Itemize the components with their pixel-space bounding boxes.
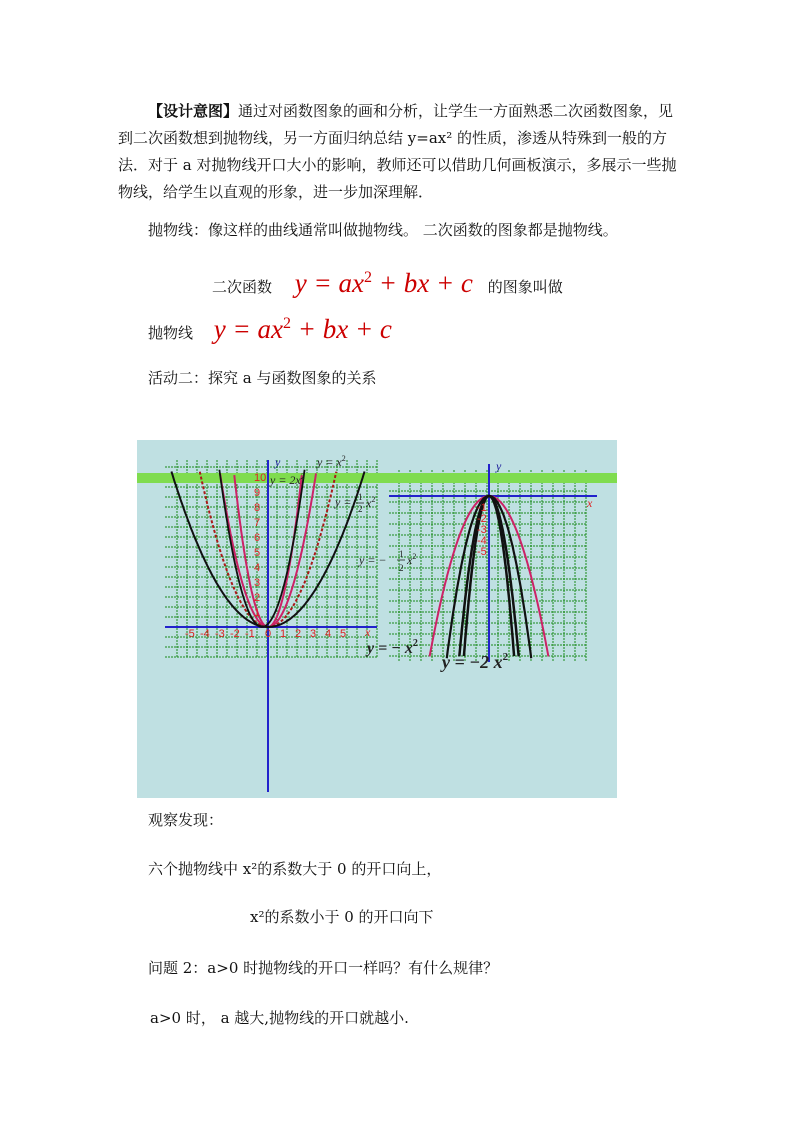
formula-line-1 [212, 266, 563, 300]
left-x-tick-label: -3 [215, 628, 225, 640]
left-y-tick-label: 6 [254, 532, 261, 544]
left-x-tick-label: 3 [310, 628, 317, 640]
formula-line-1-prefix: 二次函数 [212, 278, 273, 296]
label-y-x2-base: y = x [317, 455, 342, 469]
right-y-tick-label: -4 [477, 535, 487, 547]
label-y-x2 [316, 454, 346, 469]
left-y-tick-label: 3 [254, 577, 261, 589]
label-neg-half-num: 1 [399, 549, 404, 559]
parabola-figure [137, 440, 617, 798]
design-intent-paragraph [118, 98, 678, 206]
label-y-neg-x2-exp: 2 [412, 638, 418, 649]
design-intent-label: 【设计意图】 [148, 102, 239, 120]
design-intent-text: 通过对函数图象的画和分析，让学生一方面熟悉二次函数图象，见到二次函数想到抛物线，另一方面归纳总结 y=ax² 的性质，渗透从特殊到一般的方法．对于 a 对抛物线开口大小的影响，教师还可以借助几何画板演示，多展示一些抛物线，给学生以直观的形象，进一步加深理解． [118, 102, 677, 201]
formula-1 [295, 268, 473, 298]
left-y-tick-label: 9 [254, 487, 261, 499]
label-half-x-exp: 2 [371, 495, 376, 504]
left-y-tick-label: 4 [254, 562, 261, 574]
left-x-tick-label: 2 [295, 628, 302, 640]
left-x-tick-label: -1 [245, 628, 255, 640]
right-y-tick-label: -5 [477, 546, 487, 558]
left-x-tick-label: -5 [185, 628, 195, 640]
label-neg-half-x: $x^2$ [407, 552, 417, 567]
label-half-x: $x^2$ [366, 495, 376, 510]
right-y-axis-label: y [496, 459, 502, 473]
label-neg-half-base: y = − [359, 553, 387, 567]
left-y-tick-label: 5 [254, 547, 261, 559]
label-half-den: 2 [358, 504, 363, 514]
label-y-2x2 [269, 472, 305, 487]
left-y-tick-label: 1 [254, 607, 261, 619]
label-y-neg-x2-base: y = − x [367, 640, 413, 657]
right-x-axis-label: x [587, 496, 593, 510]
label-y-half-x2 [334, 495, 351, 509]
formula-2-lhs: y = ax [213, 314, 283, 344]
formula-1-exp: 2 [363, 269, 372, 286]
label-half-num: 1 [358, 492, 363, 502]
left-y-axis-label: y [275, 455, 281, 469]
formula-2-rhs: + bx + c [290, 314, 392, 344]
left-x-axis-label: x [365, 625, 371, 639]
formula-line-1-suffix: 的图象叫做 [487, 278, 563, 296]
label-y-half-x2-base: y = [335, 495, 352, 509]
right-y-tick-label: -3 [477, 524, 487, 536]
left-y-tick-label: 10 [254, 472, 267, 484]
label-y-neg-2x2-base: y = −2 x [442, 652, 503, 672]
activity-two: 活动二：探究 a 与函数图象的关系 [148, 369, 377, 387]
left-y-tick-label: 8 [254, 502, 261, 514]
right-y-tick-label: -2 [477, 513, 487, 525]
formula-1-rhs: + bx + c [371, 268, 473, 298]
left-y-tick-label: 2 [254, 592, 261, 604]
formula-2 [214, 314, 392, 344]
left-x-tick-label: 0 [265, 628, 272, 640]
question-2: 问题 2：a>0 时抛物线的开口一样吗？有什么规律？ [148, 959, 499, 977]
left-x-tick-label: -2 [230, 628, 240, 640]
label-y-x2-exp: 2 [341, 454, 346, 463]
label-neg-half-x2 [358, 553, 387, 567]
left-x-tick-label: 1 [280, 628, 287, 640]
formula-1-lhs: y = ax [294, 268, 364, 298]
label-y-neg-x2 [365, 638, 418, 657]
formula-line-2-prefix: 抛物线 [148, 324, 194, 342]
answer-2: a>0 时， a 越大,抛物线的开口就越小. [150, 1009, 409, 1027]
left-y-tick-label: 7 [254, 517, 261, 529]
observe-heading: 观察发现： [148, 811, 224, 829]
formula-line-2 [148, 312, 392, 346]
label-y-neg-2x2 [440, 651, 509, 672]
left-x-tick-label: -4 [200, 628, 210, 640]
label-y-2x2-base: y = 2x [270, 473, 301, 487]
label-neg-half-den: 2 [399, 563, 404, 573]
left-x-tick-label: 4 [325, 628, 332, 640]
highlight-band [137, 473, 617, 483]
parabola-definition: 抛物线：像这样的曲线通常叫做抛物线。 二次函数的图象都是抛物线。 [148, 221, 618, 239]
left-x-tick-label: 5 [340, 628, 347, 640]
formula-2-exp: 2 [282, 315, 291, 332]
label-y-neg-2x2-exp: 2 [502, 651, 509, 663]
observation-2: x²的系数小于 0 的开口向下 [250, 908, 434, 926]
right-y-tick-label: -1 [477, 502, 487, 514]
label-neg-half-x-exp: 2 [412, 552, 417, 561]
observation-1: 六个抛物线中 x²的系数大于 0 的开口向上， [148, 860, 442, 878]
label-y-2x2-exp: 2 [300, 472, 305, 481]
